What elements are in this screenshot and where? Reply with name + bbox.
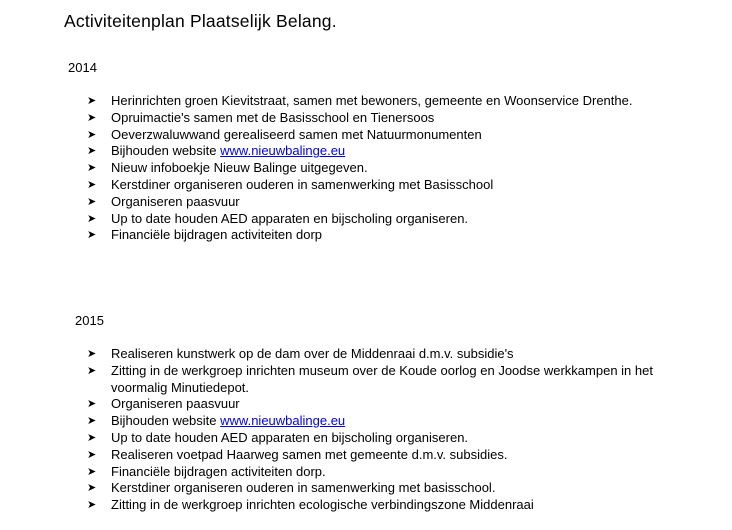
arrow-bullet-icon: ➤ bbox=[87, 448, 97, 461]
arrow-bullet-icon: ➤ bbox=[87, 162, 97, 175]
arrow-bullet-icon: ➤ bbox=[87, 95, 97, 107]
list-item: ➤ Nieuw infoboekje Nieuw Balinge uitgegeven. bbox=[87, 160, 368, 176]
website-link[interactable]: www.nieuwbalinge.eu bbox=[220, 143, 346, 159]
arrow-bullet-icon: ➤ bbox=[87, 229, 97, 242]
activity-list-2014 bbox=[87, 93, 667, 244]
list-item: ➤ Zitting in de werkgroep inrichten museum over de Koude oorlog en Joodse werkkampen in het voormalig Minutiedepot. bbox=[87, 362, 653, 395]
arrow-bullet-icon: ➤ bbox=[87, 195, 97, 208]
list-item: ➤ Realiseren kunstwerk op de dam over de Middenraai d.m.v. subsidie's bbox=[87, 346, 514, 361]
list-item: ➤ Realiseren voetpad Haarweg samen met gemeente d.m.v. subsidies. bbox=[87, 446, 508, 462]
arrow-bullet-icon: ➤ bbox=[87, 398, 97, 411]
list-item: ➤ Herinrichten groen Kievitstraat, samen met bewoners, gemeente en Woonservice Drenthe. bbox=[87, 93, 633, 108]
list-item: ➤ Up to date houden AED apparaten en bijscholing organiseren. bbox=[87, 429, 469, 445]
arrow-bullet-icon: ➤ bbox=[87, 415, 97, 428]
arrow-bullet-icon: ➤ bbox=[87, 499, 97, 512]
list-item: ➤ Financiële bijdragen activiteiten dorp. bbox=[87, 463, 326, 479]
arrow-bullet-icon: ➤ bbox=[87, 348, 97, 360]
list-item: ➤ Financiële bijdragen activiteiten dorp bbox=[87, 227, 323, 243]
list-item: ➤ Bijhouden website www.nieuwbalinge.eu bbox=[87, 413, 346, 429]
list-item: ➤ Opruimactie's samen met de Basisschool en Tienersoos bbox=[87, 109, 435, 125]
arrow-bullet-icon: ➤ bbox=[87, 482, 97, 495]
list-item: ➤ Kerstdiner organiseren ouderen in samenwerking met Basisschool bbox=[87, 176, 494, 192]
arrow-bullet-icon: ➤ bbox=[87, 465, 97, 478]
arrow-bullet-icon: ➤ bbox=[87, 178, 97, 191]
arrow-bullet-icon: ➤ bbox=[87, 111, 97, 124]
section-year-2014: 2014 bbox=[68, 60, 97, 75]
list-item: ➤ Organiseren paasvuur bbox=[87, 193, 240, 209]
activity-list-2015 bbox=[87, 346, 667, 514]
list-item: ➤ Organiseren paasvuur bbox=[87, 396, 240, 412]
list-item: ➤ Oeverzwaluwwand gerealiseerd samen met Natuurmonumenten bbox=[87, 126, 482, 142]
arrow-bullet-icon: ➤ bbox=[87, 364, 97, 377]
list-item: ➤ Up to date houden AED apparaten en bijscholing organiseren. bbox=[87, 210, 469, 226]
website-link[interactable]: www.nieuwbalinge.eu bbox=[220, 413, 346, 429]
list-item: ➤ Kerstdiner organiseren ouderen in samenwerking met basisschool. bbox=[87, 480, 496, 496]
list-item: ➤ Zitting in de werkgroep inrichten ecologische verbindingszone Middenraai bbox=[87, 497, 534, 513]
section-year-2015: 2015 bbox=[75, 313, 104, 328]
page-title: Activiteitenplan Plaatselijk Belang. bbox=[64, 11, 337, 31]
arrow-bullet-icon: ➤ bbox=[87, 212, 97, 225]
list-item: ➤ Bijhouden website www.nieuwbalinge.eu bbox=[87, 143, 346, 159]
arrow-bullet-icon: ➤ bbox=[87, 431, 97, 444]
arrow-bullet-icon: ➤ bbox=[87, 145, 97, 158]
arrow-bullet-icon: ➤ bbox=[87, 128, 97, 141]
